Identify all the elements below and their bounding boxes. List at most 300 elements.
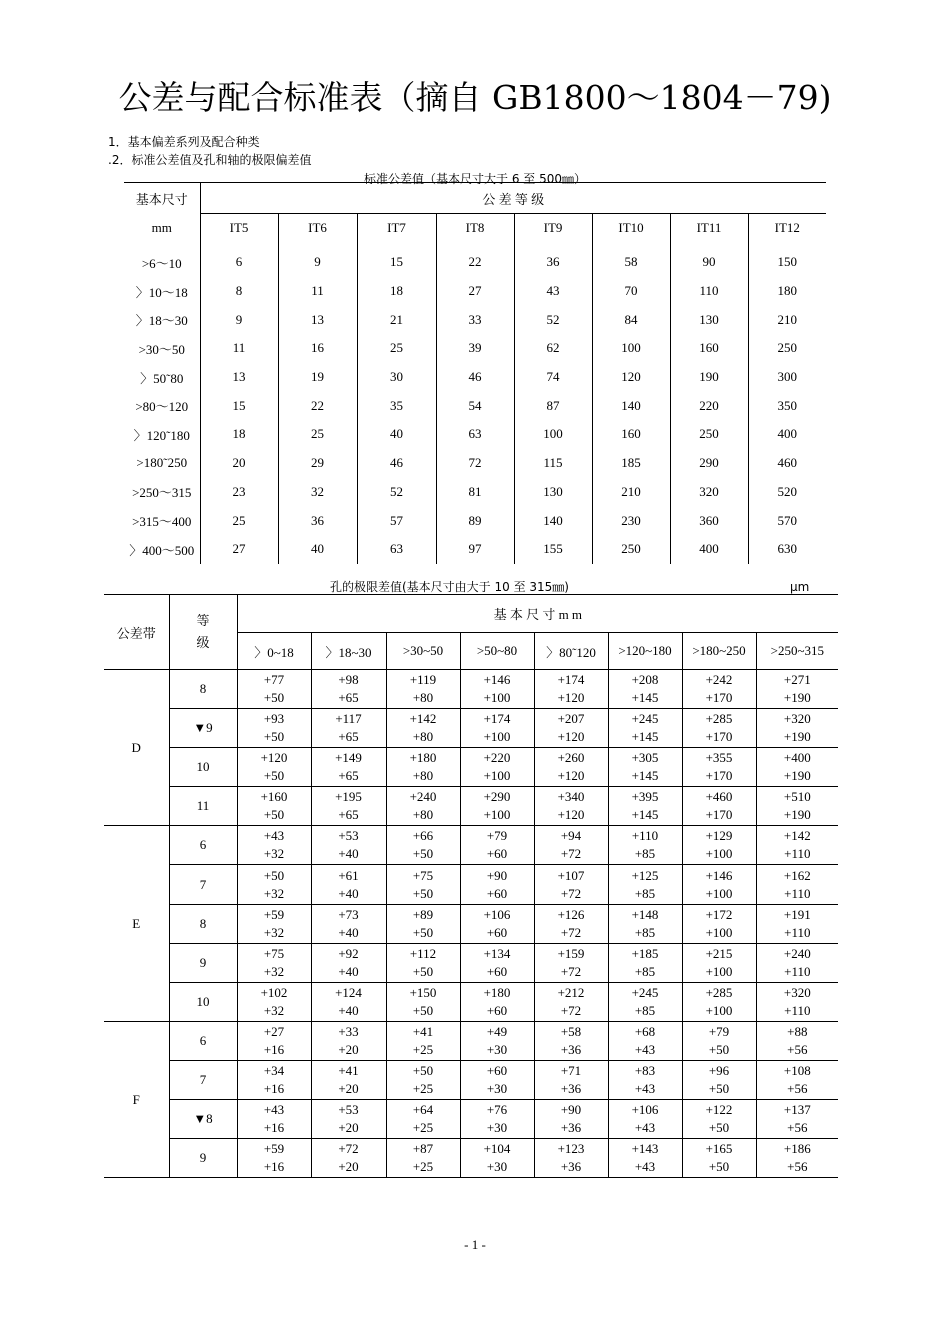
- lower-deviation: +16: [263, 1159, 285, 1175]
- tolerance-value: 20: [200, 449, 278, 478]
- lower-deviation: +32: [263, 846, 285, 862]
- table-row: [104, 748, 838, 787]
- deviation-cell: [756, 1100, 838, 1139]
- deviation-cell: [460, 826, 534, 865]
- table2-unit: μm: [790, 580, 810, 594]
- upper-deviation: +117: [335, 711, 362, 727]
- lower-deviation: +50: [412, 963, 434, 979]
- size-range: >120~180: [608, 633, 682, 670]
- lower-deviation: +25: [412, 1041, 434, 1057]
- deviation-cell: [608, 826, 682, 865]
- upper-deviation: +49: [486, 1023, 508, 1039]
- deviation-cell: [460, 670, 534, 709]
- tolerance-value: 52: [514, 305, 592, 334]
- deviation-cell: [608, 982, 682, 1021]
- lower-deviation: +190: [783, 807, 811, 823]
- tolerance-value: 63: [357, 535, 436, 564]
- lower-deviation: +110: [784, 885, 811, 901]
- table2-caption: 孔的极限差值(基本尺寸由大于 10 至 315㎜): [330, 580, 569, 594]
- tolerance-value: 89: [436, 506, 514, 535]
- lower-deviation: +50: [708, 1080, 730, 1096]
- upper-deviation: +104: [483, 1141, 511, 1157]
- tolerance-value: 36: [278, 506, 357, 535]
- deviation-cell: [237, 1100, 311, 1139]
- tolerance-value: 155: [514, 535, 592, 564]
- deviation-cell: [608, 787, 682, 826]
- page-number: - 1 -: [464, 1237, 486, 1252]
- upper-deviation: +174: [483, 711, 511, 727]
- tolerance-value: 250: [748, 334, 826, 363]
- standard-tolerance-table: [124, 182, 826, 564]
- upper-deviation: +149: [335, 750, 362, 766]
- tolerance-value: 460: [748, 449, 826, 478]
- upper-deviation: +123: [557, 1141, 585, 1157]
- lower-deviation: +25: [412, 1120, 434, 1136]
- lower-deviation: +32: [263, 924, 285, 940]
- upper-deviation: +89: [412, 906, 434, 922]
- tolerance-value: 32: [278, 478, 357, 507]
- tolerance-value: 6: [200, 242, 278, 277]
- size-range: 〉80˜120: [534, 633, 608, 670]
- size-range: 〉18～30: [135, 313, 188, 329]
- deviation-cell: [608, 748, 682, 787]
- lower-deviation: +36: [560, 1041, 582, 1057]
- upper-deviation: +64: [412, 1102, 434, 1118]
- lower-deviation: +100: [705, 1002, 733, 1018]
- size-unit: mm: [151, 219, 172, 235]
- size-range: 〉50˜80: [140, 370, 184, 386]
- tolerance-value: 230: [592, 506, 670, 535]
- grade-cell: 7: [169, 865, 237, 904]
- tolerance-value: 115: [514, 449, 592, 478]
- size-range: >250~315: [756, 633, 838, 670]
- tolerance-value: 250: [592, 535, 670, 564]
- tolerance-value: 40: [357, 420, 436, 449]
- lower-deviation: +100: [705, 846, 733, 862]
- tolerance-value: 210: [592, 478, 670, 507]
- tolerance-value: 11: [278, 277, 357, 306]
- lower-deviation: +65: [338, 690, 359, 706]
- deviation-cell: [608, 904, 682, 943]
- upper-deviation: +159: [557, 945, 585, 961]
- deviation-cell: [534, 826, 608, 865]
- lower-deviation: +30: [486, 1080, 508, 1096]
- deviation-cell: [311, 787, 386, 826]
- tolerance-value: 185: [592, 449, 670, 478]
- lower-deviation: +36: [560, 1159, 582, 1175]
- lower-deviation: +16: [263, 1041, 285, 1057]
- deviation-cell: [311, 1139, 386, 1178]
- lower-deviation: +72: [560, 846, 582, 862]
- deviation-cell: [756, 787, 838, 826]
- deviation-cell: [756, 904, 838, 943]
- upper-deviation: +320: [783, 984, 811, 1000]
- deviation-cell: [311, 943, 386, 982]
- tolerance-value: 210: [748, 305, 826, 334]
- tolerance-value: 22: [278, 391, 357, 420]
- lower-deviation: +32: [263, 885, 285, 901]
- lower-deviation: +40: [338, 1002, 359, 1018]
- lower-deviation: +65: [338, 729, 359, 745]
- upper-deviation: +180: [483, 984, 511, 1000]
- grade-label: IT11: [670, 214, 748, 243]
- upper-deviation: +73: [338, 906, 359, 922]
- lower-deviation: +100: [705, 963, 733, 979]
- tolerance-band: D: [104, 670, 169, 826]
- lower-deviation: +110: [784, 1002, 811, 1018]
- upper-deviation: +400: [783, 750, 811, 766]
- table-row: [124, 391, 826, 420]
- upper-deviation: +208: [631, 672, 659, 688]
- upper-deviation: +260: [557, 750, 585, 766]
- grade-header: 等 级: [169, 595, 237, 670]
- lower-deviation: +20: [338, 1041, 359, 1057]
- tolerance-value: 63: [436, 420, 514, 449]
- upper-deviation: +41: [412, 1023, 434, 1039]
- upper-deviation: +107: [557, 867, 585, 883]
- upper-deviation: +146: [705, 867, 733, 883]
- lower-deviation: +30: [486, 1159, 508, 1175]
- deviation-cell: [534, 1139, 608, 1178]
- lower-deviation: +110: [784, 963, 811, 979]
- lower-deviation: +43: [634, 1120, 656, 1136]
- upper-deviation: +75: [412, 867, 434, 883]
- lower-deviation: +20: [338, 1159, 359, 1175]
- grade-cell: 6: [169, 1021, 237, 1060]
- lower-deviation: +36: [560, 1080, 582, 1096]
- deviation-cell: [534, 1100, 608, 1139]
- upper-deviation: +320: [783, 711, 811, 727]
- lower-deviation: +100: [483, 807, 511, 823]
- tolerance-value: 400: [748, 420, 826, 449]
- lower-deviation: +30: [486, 1120, 508, 1136]
- deviation-cell: [682, 1139, 756, 1178]
- lower-deviation: +16: [263, 1080, 285, 1096]
- upper-deviation: +34: [263, 1062, 285, 1078]
- lower-deviation: +72: [560, 924, 582, 940]
- lower-deviation: +72: [560, 885, 582, 901]
- deviation-cell: [460, 787, 534, 826]
- upper-deviation: +88: [787, 1023, 808, 1039]
- lower-deviation: +60: [486, 924, 508, 940]
- deviation-cell: [237, 670, 311, 709]
- table-row: [124, 420, 826, 449]
- deviation-cell: [534, 904, 608, 943]
- tolerance-value: 360: [670, 506, 748, 535]
- lower-deviation: +170: [705, 690, 733, 706]
- deviation-cell: [756, 748, 838, 787]
- deviation-cell: [460, 709, 534, 748]
- upper-deviation: +98: [338, 672, 359, 688]
- upper-deviation: +60: [486, 1062, 508, 1078]
- lower-deviation: +43: [634, 1080, 656, 1096]
- upper-deviation: +185: [631, 945, 659, 961]
- tolerance-value: 110: [670, 277, 748, 306]
- deviation-cell: [756, 1060, 838, 1099]
- deviation-cell: [756, 865, 838, 904]
- tolerance-value: 160: [670, 334, 748, 363]
- tolerance-value: 18: [357, 277, 436, 306]
- deviation-cell: [534, 943, 608, 982]
- size-range: 〉120˜180: [133, 427, 190, 443]
- upper-deviation: +27: [263, 1023, 285, 1039]
- size-range: >80～120: [135, 399, 189, 415]
- table1-caption: 标准公差值（基本尺寸大于 6 至 500㎜）: [364, 172, 586, 186]
- deviation-cell: [386, 982, 460, 1021]
- deviation-cell: [756, 709, 838, 748]
- upper-deviation: +142: [409, 711, 437, 727]
- tolerance-value: 190: [670, 363, 748, 392]
- table-row: [104, 826, 838, 865]
- hole-limit-deviation-table: [104, 594, 838, 1178]
- lower-deviation: +80: [412, 690, 434, 706]
- deviation-cell: [386, 826, 460, 865]
- upper-deviation: +83: [634, 1062, 656, 1078]
- upper-deviation: +79: [708, 1023, 730, 1039]
- table-row: [124, 277, 826, 306]
- tolerance-value: 74: [514, 363, 592, 392]
- upper-deviation: +146: [483, 672, 511, 688]
- upper-deviation: +186: [783, 1141, 811, 1157]
- lower-deviation: +100: [483, 729, 511, 745]
- lower-deviation: +40: [338, 885, 359, 901]
- upper-deviation: +50: [263, 867, 285, 883]
- tolerance-value: 22: [436, 242, 514, 277]
- deviation-cell: [756, 1139, 838, 1178]
- tolerance-value: 19: [278, 363, 357, 392]
- upper-deviation: +165: [705, 1141, 733, 1157]
- deviation-cell: [460, 865, 534, 904]
- deviation-cell: [534, 982, 608, 1021]
- upper-deviation: +76: [486, 1102, 508, 1118]
- tolerance-value: 30: [357, 363, 436, 392]
- size-range: >180˜250: [136, 455, 188, 471]
- upper-deviation: +110: [631, 828, 659, 844]
- tolerance-value: 25: [357, 334, 436, 363]
- deviation-cell: [534, 748, 608, 787]
- tolerance-value: 25: [200, 506, 278, 535]
- deviation-cell: [386, 1021, 460, 1060]
- lower-deviation: +65: [338, 768, 359, 784]
- grade-cell: 9: [169, 943, 237, 982]
- upper-deviation: +215: [705, 945, 733, 961]
- upper-deviation: +191: [783, 906, 811, 922]
- tolerance-value: 320: [670, 478, 748, 507]
- lower-deviation: +50: [412, 846, 434, 862]
- table-row: [104, 865, 838, 904]
- note-item: .2．标准公差值及孔和轴的极限偏差值: [108, 153, 312, 167]
- table-row: [104, 1139, 838, 1178]
- deviation-cell: [608, 943, 682, 982]
- tolerance-value: 43: [514, 277, 592, 306]
- deviation-cell: [386, 670, 460, 709]
- deviation-cell: [460, 1021, 534, 1060]
- deviation-cell: [534, 1060, 608, 1099]
- upper-deviation: +245: [631, 984, 659, 1000]
- upper-deviation: +43: [263, 1102, 285, 1118]
- upper-deviation: +134: [483, 945, 511, 961]
- grade-cell: 10: [169, 982, 237, 1021]
- tolerance-value: 87: [514, 391, 592, 420]
- deviation-cell: [460, 904, 534, 943]
- table-row: [124, 478, 826, 507]
- tolerance-value: 36: [514, 242, 592, 277]
- lower-deviation: +100: [483, 768, 511, 784]
- lower-deviation: +85: [634, 924, 656, 940]
- lower-deviation: +32: [263, 963, 285, 979]
- upper-deviation: +305: [631, 750, 659, 766]
- grade-label: IT5: [200, 214, 278, 243]
- tolerance-value: 27: [436, 277, 514, 306]
- lower-deviation: +145: [631, 807, 659, 823]
- tolerance-value: 13: [278, 305, 357, 334]
- deviation-cell: [682, 904, 756, 943]
- lower-deviation: +50: [412, 1002, 434, 1018]
- lower-deviation: +65: [338, 807, 359, 823]
- deviation-cell: [460, 982, 534, 1021]
- deviation-cell: [682, 709, 756, 748]
- grade-cell: ▼9: [169, 709, 237, 748]
- upper-deviation: +87: [412, 1141, 434, 1157]
- tolerance-value: 23: [200, 478, 278, 507]
- lower-deviation: +100: [705, 924, 733, 940]
- tolerance-value: 520: [748, 478, 826, 507]
- grade-cell: 6: [169, 826, 237, 865]
- tolerance-value: 11: [200, 334, 278, 363]
- upper-deviation: +90: [486, 867, 508, 883]
- deviation-cell: [311, 982, 386, 1021]
- tolerance-value: 35: [357, 391, 436, 420]
- deviation-cell: [460, 1060, 534, 1099]
- grade-cell: 7: [169, 1060, 237, 1099]
- deviation-cell: [460, 943, 534, 982]
- table-row: [124, 449, 826, 478]
- lower-deviation: +40: [338, 846, 359, 862]
- lower-deviation: +50: [263, 729, 285, 745]
- tolerance-value: 46: [436, 363, 514, 392]
- tolerance-value: 120: [592, 363, 670, 392]
- deviation-cell: [386, 865, 460, 904]
- deviation-cell: [608, 1100, 682, 1139]
- lower-deviation: +85: [634, 846, 656, 862]
- deviation-cell: [756, 1021, 838, 1060]
- upper-deviation: +50: [412, 1062, 434, 1078]
- deviation-cell: [237, 787, 311, 826]
- band-header: 公差带: [104, 595, 169, 670]
- lower-deviation: +72: [560, 1002, 582, 1018]
- deviation-cell: [682, 670, 756, 709]
- upper-deviation: +124: [335, 984, 362, 1000]
- deviation-cell: [237, 748, 311, 787]
- table-row: [104, 943, 838, 982]
- lower-deviation: +120: [557, 690, 585, 706]
- tolerance-value: 57: [357, 506, 436, 535]
- lower-deviation: +50: [263, 807, 285, 823]
- table-row: [124, 334, 826, 363]
- table-row: [104, 709, 838, 748]
- tolerance-value: 180: [748, 277, 826, 306]
- table-row: [104, 1021, 838, 1060]
- deviation-cell: [756, 826, 838, 865]
- upper-deviation: +58: [560, 1023, 582, 1039]
- grade-label: IT10: [592, 214, 670, 243]
- lower-deviation: +120: [557, 729, 585, 745]
- tolerance-value: 13: [200, 363, 278, 392]
- table-row: [124, 242, 826, 277]
- tolerance-value: 40: [278, 535, 357, 564]
- deviation-cell: [608, 1139, 682, 1178]
- deviation-cell: [386, 748, 460, 787]
- lower-deviation: +40: [338, 924, 359, 940]
- tolerance-value: 18: [200, 420, 278, 449]
- deviation-cell: [237, 943, 311, 982]
- upper-deviation: +75: [263, 945, 285, 961]
- upper-deviation: +271: [783, 672, 811, 688]
- grade-label: IT7: [357, 214, 436, 243]
- lower-deviation: +110: [784, 846, 811, 862]
- size-range: >315～400: [132, 514, 192, 530]
- deviation-cell: [534, 709, 608, 748]
- deviation-cell: [534, 1021, 608, 1060]
- table-row: [124, 506, 826, 535]
- tolerance-value: 90: [670, 242, 748, 277]
- upper-deviation: +53: [338, 828, 359, 844]
- tolerance-value: 15: [200, 391, 278, 420]
- table-row: [104, 787, 838, 826]
- size-header: 基本尺寸: [135, 191, 188, 207]
- lower-deviation: +72: [560, 963, 582, 979]
- lower-deviation: +43: [634, 1041, 656, 1057]
- deviation-cell: [311, 670, 386, 709]
- lower-deviation: +50: [708, 1041, 730, 1057]
- upper-deviation: +119: [409, 672, 437, 688]
- upper-deviation: +72: [338, 1141, 359, 1157]
- deviation-cell: [386, 904, 460, 943]
- lower-deviation: +85: [634, 963, 656, 979]
- lower-deviation: +190: [783, 690, 811, 706]
- grade-cell: 9: [169, 1139, 237, 1178]
- upper-deviation: +92: [338, 945, 359, 961]
- lower-deviation: +20: [338, 1080, 359, 1096]
- tolerance-value: 130: [670, 305, 748, 334]
- deviation-cell: [386, 1100, 460, 1139]
- lower-deviation: +60: [486, 846, 508, 862]
- deviation-cell: [682, 943, 756, 982]
- tolerance-band: E: [104, 826, 169, 1021]
- tolerance-value: 9: [200, 305, 278, 334]
- lower-deviation: +80: [412, 768, 434, 784]
- tolerance-value: 62: [514, 334, 592, 363]
- lower-deviation: +50: [412, 924, 434, 940]
- upper-deviation: +290: [483, 789, 511, 805]
- deviation-cell: [608, 670, 682, 709]
- lower-deviation: +50: [263, 690, 285, 706]
- size-range: 〉0~18: [237, 633, 311, 670]
- size-range: >6～10: [141, 255, 182, 271]
- upper-deviation: +112: [409, 945, 437, 961]
- deviation-cell: [311, 1021, 386, 1060]
- upper-deviation: +43: [263, 828, 285, 844]
- deviation-cell: [756, 943, 838, 982]
- lower-deviation: +60: [486, 885, 508, 901]
- tolerance-band: F: [104, 1021, 169, 1177]
- upper-deviation: +59: [263, 906, 285, 922]
- lower-deviation: +85: [634, 1002, 656, 1018]
- lower-deviation: +170: [705, 768, 733, 784]
- lower-deviation: +56: [787, 1041, 808, 1057]
- tolerance-value: 630: [748, 535, 826, 564]
- tolerance-value: 70: [592, 277, 670, 306]
